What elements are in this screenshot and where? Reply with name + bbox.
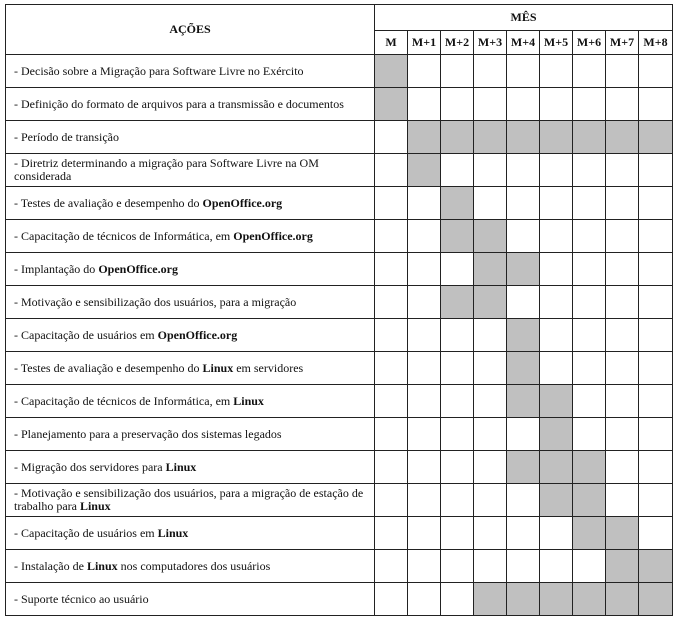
action-label-bold: Linux: [233, 393, 264, 408]
month-cell: [573, 154, 606, 187]
action-cell: [6, 121, 375, 154]
month-cell: [375, 187, 408, 220]
action-cell: [6, 583, 375, 616]
month-cell-filled: [408, 154, 441, 187]
action-label: - Diretriz determinando a migração para Software Livre na OM considerada: [14, 156, 319, 183]
month-cell: [441, 385, 474, 418]
action-cell: [6, 352, 375, 385]
month-cell-filled: [441, 286, 474, 319]
action-label: - Planejamento para a preservação dos sistemas legados: [14, 426, 282, 441]
month-cell: [573, 55, 606, 88]
month-cell-filled: [606, 583, 639, 616]
month-cell: [540, 88, 573, 121]
table-row: [6, 55, 673, 88]
month-cell: [474, 352, 507, 385]
month-cell: [639, 286, 673, 319]
month-cell: [573, 220, 606, 253]
month-cell: [573, 286, 606, 319]
month-cell: [573, 187, 606, 220]
month-cell: [573, 352, 606, 385]
table-row: [6, 418, 673, 451]
month-cell: [474, 385, 507, 418]
month-cell: [606, 154, 639, 187]
month-col-header: M+6: [573, 31, 606, 55]
month-cell: [441, 550, 474, 583]
action-label-tail: nos computadores dos usuários: [117, 558, 271, 573]
month-cell-filled: [606, 550, 639, 583]
month-cell: [606, 418, 639, 451]
month-cell: [606, 352, 639, 385]
month-cell-filled: [540, 484, 573, 517]
table-row: [6, 88, 673, 121]
month-cell: [408, 286, 441, 319]
month-cell: [441, 418, 474, 451]
table-row: [6, 187, 673, 220]
month-cell: [639, 55, 673, 88]
month-cell: [606, 253, 639, 286]
month-cell: [375, 121, 408, 154]
month-cell-filled: [507, 319, 540, 352]
month-cell: [540, 154, 573, 187]
month-cell: [507, 550, 540, 583]
month-cell: [540, 286, 573, 319]
month-cell-filled: [606, 517, 639, 550]
action-cell: [6, 88, 375, 121]
month-cell: [375, 286, 408, 319]
month-col-header: M+8: [639, 31, 673, 55]
month-col-header: M+1: [408, 31, 441, 55]
action-label: - Migração dos servidores para: [14, 459, 166, 474]
action-label: - Definição do formato de arquivos para a transmissão e documentos: [14, 96, 344, 111]
month-cell: [375, 418, 408, 451]
month-cell-filled: [507, 253, 540, 286]
month-cell: [639, 187, 673, 220]
month-cell: [474, 319, 507, 352]
action-cell: [6, 451, 375, 484]
month-cell: [540, 187, 573, 220]
action-cell: [6, 286, 375, 319]
month-cell: [639, 253, 673, 286]
month-cell: [474, 154, 507, 187]
action-label-bold: OpenOffice.org: [202, 195, 283, 210]
month-cell: [474, 418, 507, 451]
month-cell-filled: [441, 121, 474, 154]
action-label-bold: Linux: [165, 459, 197, 474]
month-header: MÊS: [375, 5, 673, 31]
action-cell: [6, 550, 375, 583]
month-cell: [639, 220, 673, 253]
month-cell: [474, 517, 507, 550]
month-cell: [408, 319, 441, 352]
month-cell: [408, 55, 441, 88]
month-cell: [639, 451, 673, 484]
month-cell-filled: [474, 253, 507, 286]
month-cell-filled: [507, 583, 540, 616]
action-label-tail: em servidores: [233, 360, 304, 375]
month-cell: [408, 253, 441, 286]
month-cell-filled: [606, 121, 639, 154]
month-cell: [507, 418, 540, 451]
month-cell: [606, 385, 639, 418]
action-label: - Capacitação de técnicos de Informática, em: [14, 228, 234, 243]
month-cell: [507, 88, 540, 121]
month-cell: [507, 517, 540, 550]
month-cell-filled: [540, 385, 573, 418]
month-cell-filled: [573, 121, 606, 154]
schedule-table: [5, 4, 673, 616]
month-cell-filled: [573, 451, 606, 484]
month-cell: [540, 352, 573, 385]
month-cell: [375, 385, 408, 418]
month-cell: [408, 451, 441, 484]
month-cell: [639, 319, 673, 352]
month-cell-filled: [540, 418, 573, 451]
action-cell: [6, 220, 375, 253]
month-cell: [375, 352, 408, 385]
action-label-bold: OpenOffice.org: [157, 327, 238, 342]
month-cell-filled: [540, 451, 573, 484]
month-cell: [408, 220, 441, 253]
month-cell: [474, 550, 507, 583]
month-cell-filled: [375, 88, 408, 121]
month-cell-filled: [375, 55, 408, 88]
month-cell: [474, 484, 507, 517]
action-cell: [6, 517, 375, 550]
month-cell: [408, 385, 441, 418]
action-label: - Motivação e sensibilização dos usuários, para a migração: [14, 294, 297, 309]
month-cell: [408, 187, 441, 220]
month-cell-filled: [639, 583, 673, 616]
action-cell: [6, 418, 375, 451]
month-cell: [639, 418, 673, 451]
action-cell: [6, 253, 375, 286]
table-row: [6, 583, 673, 616]
month-cell: [606, 286, 639, 319]
month-cell: [639, 352, 673, 385]
month-cell: [375, 451, 408, 484]
month-cell-filled: [507, 451, 540, 484]
month-cell: [606, 451, 639, 484]
month-cell: [540, 319, 573, 352]
table-row: [6, 220, 673, 253]
month-cell: [507, 187, 540, 220]
action-cell: [6, 154, 375, 187]
month-cell-filled: [573, 583, 606, 616]
action-label: - Implantação do: [14, 261, 99, 276]
month-cell: [408, 550, 441, 583]
month-cell: [441, 253, 474, 286]
action-label-bold: Linux: [86, 558, 118, 573]
month-cell: [408, 517, 441, 550]
table-row: [6, 550, 673, 583]
month-cell-filled: [540, 121, 573, 154]
month-cell: [474, 55, 507, 88]
month-cell-filled: [408, 121, 441, 154]
month-cell: [507, 484, 540, 517]
month-cell: [375, 220, 408, 253]
table-row: [6, 484, 673, 517]
month-col-header: M: [375, 31, 408, 55]
month-cell: [474, 88, 507, 121]
actions-header: AÇÕES: [6, 5, 375, 55]
month-cell: [441, 484, 474, 517]
month-col-header: M+2: [441, 31, 474, 55]
month-cell: [441, 319, 474, 352]
month-cell: [606, 187, 639, 220]
month-cell-filled: [474, 121, 507, 154]
month-cell: [375, 517, 408, 550]
month-cell: [606, 484, 639, 517]
month-cell: [408, 583, 441, 616]
action-label: - Testes de avaliação e desempenho do: [14, 195, 203, 210]
month-cell: [639, 385, 673, 418]
month-cell: [573, 88, 606, 121]
month-col-header: M+3: [474, 31, 507, 55]
month-cell: [540, 253, 573, 286]
month-cell: [375, 154, 408, 187]
month-cell: [408, 418, 441, 451]
month-cell: [639, 517, 673, 550]
action-label: - Capacitação de usuários em: [14, 327, 158, 342]
action-label-bold: OpenOffice.org: [98, 261, 178, 276]
month-cell: [540, 220, 573, 253]
month-cell: [408, 88, 441, 121]
month-col-header: M+7: [606, 31, 639, 55]
action-label-bold: Linux: [79, 499, 111, 513]
month-cell: [408, 484, 441, 517]
month-cell: [606, 55, 639, 88]
month-cell: [573, 385, 606, 418]
table-row: [6, 385, 673, 418]
month-cell: [375, 484, 408, 517]
month-cell: [375, 550, 408, 583]
month-col-header: M+4: [507, 31, 540, 55]
action-label: - Suporte técnico ao usuário: [14, 591, 149, 606]
action-cell: [6, 55, 375, 88]
month-cell: [474, 187, 507, 220]
table-row: [6, 121, 673, 154]
action-label: - Testes de avaliação e desempenho do: [14, 360, 203, 375]
month-cell: [441, 88, 474, 121]
action-label-bold: Linux: [157, 525, 189, 540]
month-cell: [639, 88, 673, 121]
action-label: - Instalação de: [14, 558, 87, 573]
table-row: [6, 517, 673, 550]
month-cell: [639, 484, 673, 517]
table-row: [6, 352, 673, 385]
month-cell: [441, 352, 474, 385]
month-cell-filled: [507, 121, 540, 154]
table-row: [6, 451, 673, 484]
month-cell-filled: [639, 550, 673, 583]
month-cell: [540, 55, 573, 88]
month-cell: [441, 55, 474, 88]
table-row: [6, 253, 673, 286]
month-cell-filled: [540, 583, 573, 616]
month-cell: [606, 220, 639, 253]
month-cell: [540, 517, 573, 550]
month-cell: [441, 451, 474, 484]
month-cell: [375, 253, 408, 286]
action-label: - Período de transição: [14, 129, 119, 144]
action-label: - Decisão sobre a Migração para Software Livre no Exército: [14, 63, 304, 78]
month-cell: [507, 286, 540, 319]
schedule-body: [6, 55, 673, 616]
month-cell-filled: [573, 484, 606, 517]
month-cell: [441, 583, 474, 616]
month-cell-filled: [474, 583, 507, 616]
action-label: - Capacitação de técnicos de Informática, em: [14, 393, 234, 408]
month-cell: [573, 253, 606, 286]
action-cell: [6, 484, 375, 517]
action-label-bold: Linux: [202, 360, 234, 375]
month-cell: [474, 451, 507, 484]
month-cell: [408, 352, 441, 385]
month-cell: [507, 220, 540, 253]
action-label: - Motivação e sensibilização dos usuários, para a migração de estação de trabalho para: [14, 486, 364, 513]
month-cell-filled: [474, 286, 507, 319]
month-cell: [606, 88, 639, 121]
month-cell-filled: [441, 187, 474, 220]
action-label-bold: OpenOffice.org: [233, 228, 313, 243]
month-cell-filled: [441, 220, 474, 253]
action-cell: [6, 319, 375, 352]
month-cell: [375, 319, 408, 352]
month-cell: [507, 154, 540, 187]
month-cell: [375, 583, 408, 616]
month-cell: [606, 319, 639, 352]
action-cell: [6, 385, 375, 418]
month-cell-filled: [573, 517, 606, 550]
month-cell: [441, 154, 474, 187]
month-cell-filled: [639, 121, 673, 154]
month-cell-filled: [507, 352, 540, 385]
month-cell: [639, 154, 673, 187]
month-cell: [573, 550, 606, 583]
month-cell: [573, 319, 606, 352]
action-cell: [6, 187, 375, 220]
month-col-header: M+5: [540, 31, 573, 55]
table-row: [6, 319, 673, 352]
month-cell: [573, 418, 606, 451]
table-row: [6, 286, 673, 319]
month-cell-filled: [507, 385, 540, 418]
month-cell: [540, 550, 573, 583]
month-cell: [441, 517, 474, 550]
action-label: - Capacitação de usuários em: [14, 525, 158, 540]
month-cell-filled: [474, 220, 507, 253]
table-row: [6, 154, 673, 187]
month-cell: [507, 55, 540, 88]
